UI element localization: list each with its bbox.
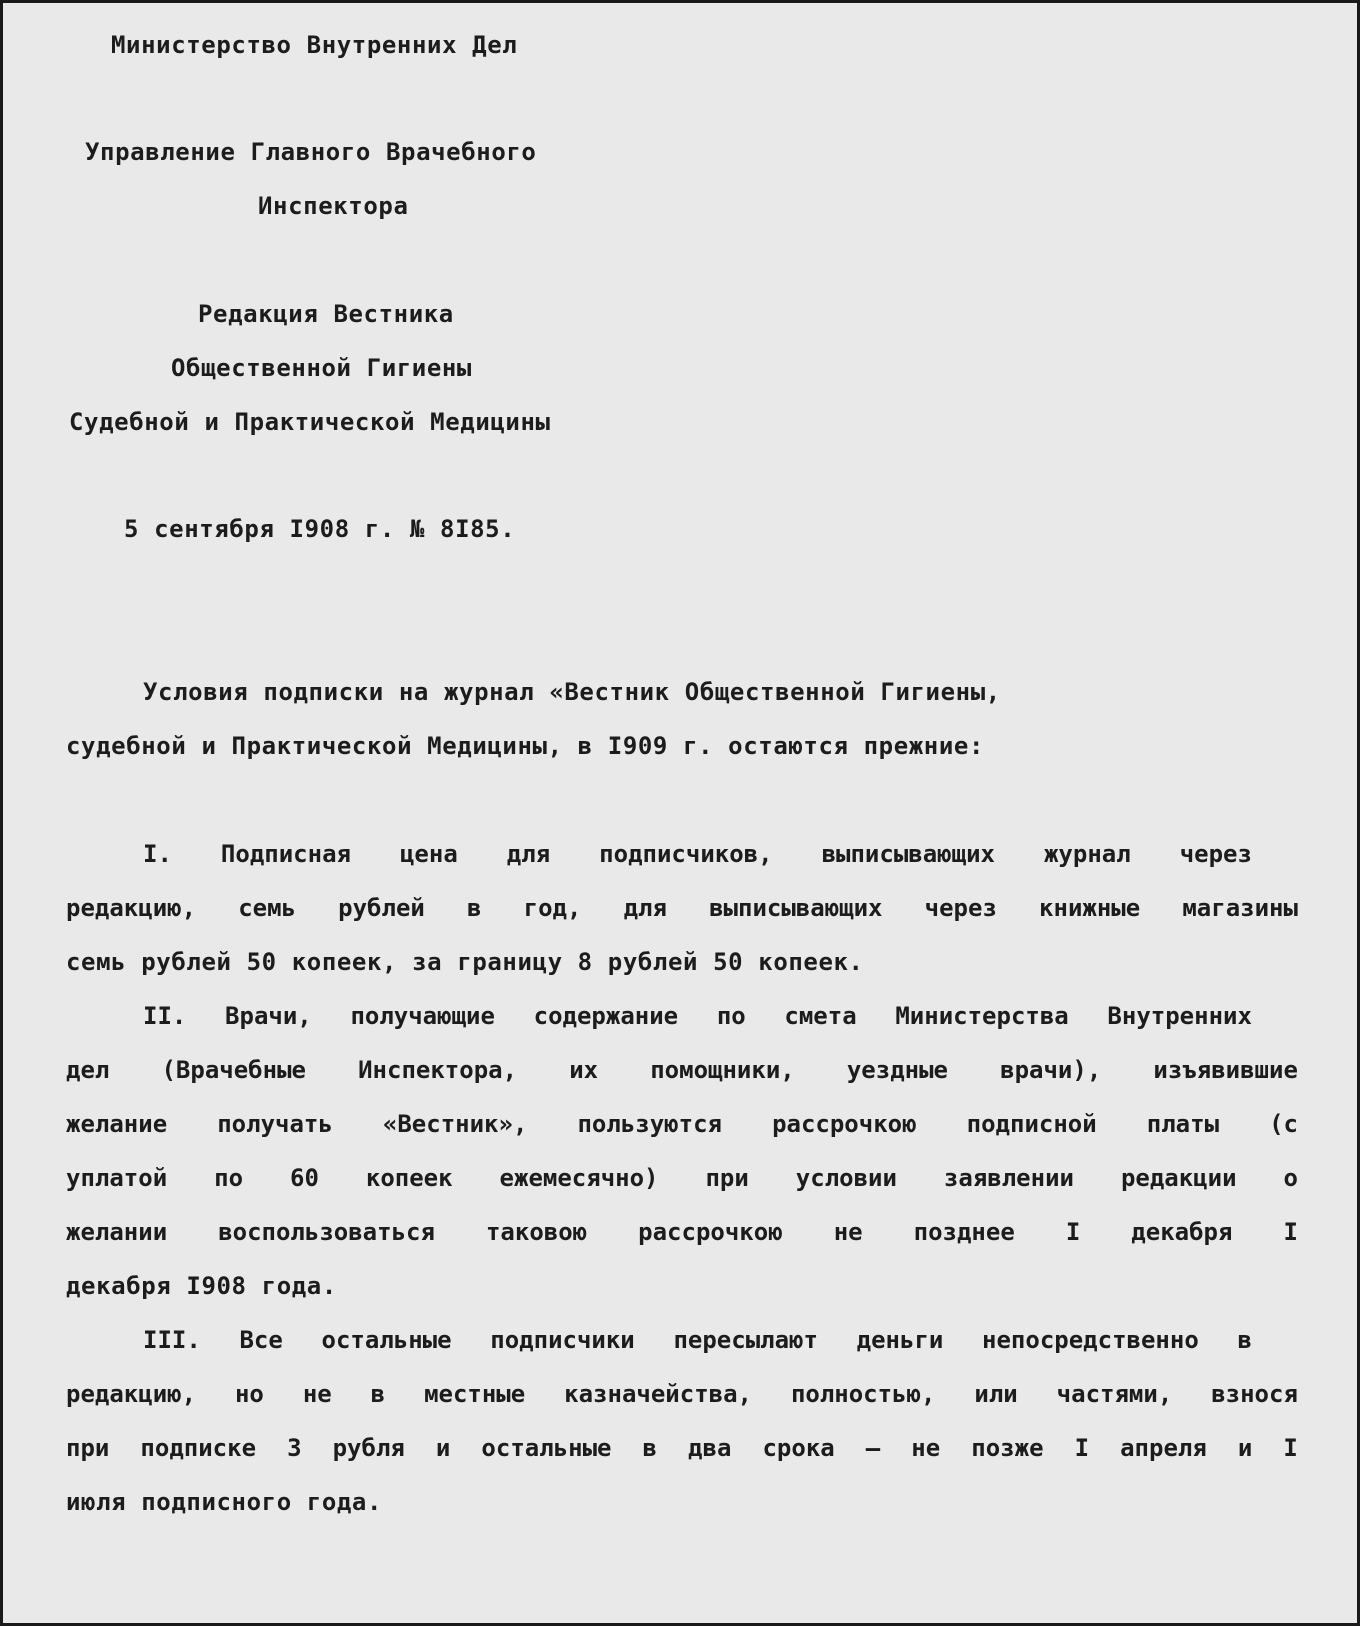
word: условии — [795, 1164, 897, 1192]
paragraph-3-line3 — [66, 1433, 1298, 1463]
ministry-title: Министерство Внутренних Дел — [111, 31, 518, 59]
word: Все — [239, 1326, 283, 1354]
word: не — [911, 1434, 941, 1462]
word: (с — [1269, 1110, 1298, 1138]
word: воспользоваться — [218, 1218, 435, 1246]
word: декабря — [1131, 1218, 1233, 1246]
word: I. — [143, 840, 172, 868]
word: позже — [971, 1434, 1044, 1462]
word: рассрочкою — [772, 1110, 917, 1138]
word: но — [234, 1380, 264, 1408]
paragraph-2-line4 — [66, 1163, 1298, 1193]
word: 3 — [287, 1434, 302, 1462]
editorial-title-line1: Редакция Вестника — [198, 300, 454, 328]
word: для — [623, 894, 667, 922]
word: подписчиков, — [599, 840, 773, 868]
word: выписывающих — [821, 840, 995, 868]
word: журнал — [1043, 840, 1131, 868]
word: остальные — [321, 1326, 452, 1354]
editorial-title-line3: Судебной и Практической Медицины — [69, 408, 551, 436]
word: дел — [66, 1056, 110, 1084]
word: платы — [1146, 1110, 1220, 1138]
word: желании — [66, 1218, 168, 1246]
word: I — [1065, 1218, 1081, 1246]
word: в — [467, 894, 482, 922]
office-title-line2: Инспектора — [258, 192, 409, 220]
word: апреля — [1120, 1434, 1207, 1462]
paragraph-3-line4: июля подписного года. — [66, 1488, 383, 1516]
paragraph-3-line2 — [66, 1379, 1298, 1409]
word: и — [435, 1434, 451, 1462]
word: пользуются — [577, 1110, 722, 1138]
word: смета — [784, 1002, 857, 1030]
word: при — [66, 1434, 110, 1462]
word: заявлении — [943, 1164, 1074, 1192]
word: деньги — [856, 1326, 944, 1354]
word: в — [1237, 1326, 1252, 1354]
word: желание — [66, 1110, 168, 1138]
word: 60 — [290, 1164, 319, 1192]
word: книжные — [1039, 894, 1141, 922]
word: по — [214, 1164, 244, 1192]
word: не — [833, 1218, 863, 1246]
word: Министерства — [895, 1002, 1069, 1030]
word: уездные — [846, 1056, 948, 1084]
word: помощники, — [650, 1056, 795, 1084]
word: редакцию, — [66, 1380, 197, 1408]
word: врачи), — [1000, 1056, 1102, 1084]
paragraph-2-line1 — [143, 1001, 1252, 1031]
word: в — [642, 1434, 657, 1462]
word: получать — [217, 1110, 333, 1138]
word: рублей — [338, 894, 425, 922]
word: Инспектора, — [358, 1056, 518, 1084]
word: два — [688, 1434, 732, 1462]
word: магазины — [1182, 894, 1298, 922]
word: — — [865, 1434, 881, 1462]
word: I — [1283, 1434, 1298, 1462]
word: срока — [762, 1434, 835, 1462]
word: II. — [143, 1002, 187, 1030]
word: подписной — [966, 1110, 1097, 1138]
word: по — [716, 1002, 746, 1030]
paragraph-1-line1 — [143, 839, 1252, 869]
word: таковою — [485, 1218, 588, 1246]
word: подписке — [140, 1434, 257, 1462]
word: выписывающих — [709, 894, 883, 922]
word: для — [506, 840, 551, 868]
paragraph-2-line5 — [66, 1217, 1298, 1247]
word: позднее — [913, 1218, 1015, 1246]
word: Внутренних — [1107, 1002, 1252, 1030]
date-number: 5 сентября I908 г. № 8I85. — [124, 515, 516, 543]
word: I — [1074, 1434, 1090, 1462]
editorial-title-line2: Общественной Гигиены — [171, 354, 472, 382]
intro-line1: Условия подписки на журнал «Вестник Общественной Гигиены, — [143, 678, 1001, 706]
word: цена — [399, 840, 458, 868]
word: через — [924, 894, 997, 922]
paragraph-1-line3: семь рублей 50 копеек, за границу 8 рублей 50 копеек. — [66, 948, 864, 976]
word: «Вестник», — [382, 1110, 528, 1138]
word: семь — [238, 894, 296, 922]
word: остальные — [481, 1434, 612, 1462]
paragraph-3-line1 — [143, 1325, 1252, 1355]
paragraph-2-line6: декабря I908 года. — [66, 1272, 337, 1300]
word: через — [1179, 840, 1252, 868]
word: Врачи, — [225, 1002, 312, 1030]
word: в — [370, 1380, 386, 1408]
word: рубля — [332, 1434, 405, 1462]
paragraph-2-line3 — [66, 1109, 1298, 1139]
word: Подписная — [220, 840, 351, 868]
word: I — [1283, 1218, 1298, 1246]
word: уплатой — [66, 1164, 168, 1192]
word: ежемесячно) — [499, 1164, 659, 1192]
word: непосредственно — [982, 1326, 1199, 1354]
word: рассрочкою — [638, 1218, 783, 1246]
word: редакцию, — [66, 894, 197, 922]
word: о — [1283, 1164, 1298, 1192]
word: их — [569, 1056, 599, 1084]
word: или — [974, 1380, 1018, 1408]
intro-line2: судебной и Практической Медицины, в I909 г. остаются прежние: — [66, 732, 985, 760]
word: III. — [143, 1326, 201, 1354]
office-title-line1: Управление Главного Врачебного — [85, 138, 537, 166]
word: (Врачебные — [161, 1056, 306, 1084]
paragraph-1-line2 — [66, 893, 1298, 923]
word: и — [1237, 1434, 1253, 1462]
word: при — [705, 1164, 749, 1192]
word: подписчики — [490, 1326, 635, 1354]
word: казначейства, — [564, 1380, 752, 1408]
word: полностью, — [790, 1380, 936, 1408]
paragraph-2-line2 — [66, 1055, 1298, 1085]
word: частями, — [1056, 1380, 1173, 1408]
word: год, — [523, 894, 582, 922]
word: редакции — [1120, 1164, 1237, 1192]
word: не — [302, 1380, 332, 1408]
word: местные — [424, 1380, 526, 1408]
word: взнося — [1211, 1380, 1298, 1408]
word: получающие — [350, 1002, 495, 1030]
word: пересылают — [673, 1326, 818, 1354]
word: изъявившие — [1153, 1056, 1298, 1084]
word: содержание — [533, 1002, 679, 1030]
word: копеек — [365, 1164, 453, 1192]
